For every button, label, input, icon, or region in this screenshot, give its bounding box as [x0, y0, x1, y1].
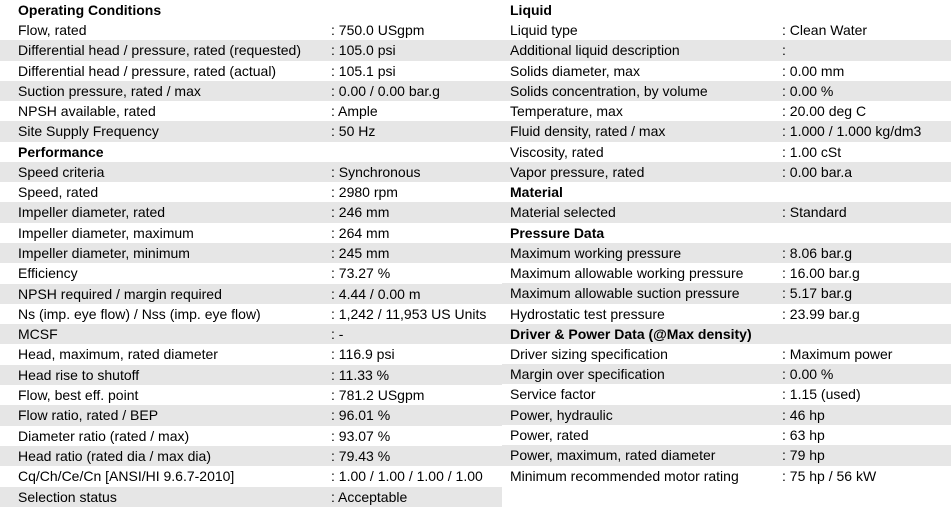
row-value: : 105.1 psi [331, 62, 396, 79]
row-hydrostatic-test-pressure [502, 304, 951, 324]
row-value: : 2980 rpm [331, 184, 398, 201]
row-value: : Synchronous [331, 163, 421, 180]
row-value: : 5.17 bar.g [782, 285, 853, 302]
row-head-ratio [0, 446, 502, 466]
row-label: Power, hydraulic [510, 406, 613, 423]
row-solids-concentration [502, 81, 951, 101]
row-label: Flow ratio, rated / BEP [18, 407, 159, 424]
row-temperature-max [502, 101, 951, 121]
row-material-selected [502, 202, 951, 222]
row-value: : Standard [782, 204, 847, 221]
row-max-working-pressure [502, 243, 951, 263]
row-label: Differential head / pressure, rated (requested) [18, 42, 302, 59]
row-power-max-rated-diameter [502, 445, 951, 465]
row-max-allowable-working-pressure [502, 263, 951, 283]
row-label: Viscosity, rated [510, 143, 604, 160]
row-label: Maximum working pressure [510, 244, 682, 261]
row-label: Speed criteria [18, 163, 105, 180]
row-label: Maximum allowable working pressure [510, 264, 744, 281]
row-value: : 46 hp [782, 406, 825, 423]
row-value: : 116.9 psi [331, 346, 395, 363]
row-value: : Clean Water [782, 22, 868, 38]
row-viscosity [502, 142, 951, 162]
row-label: Maximum allowable suction pressure [510, 285, 740, 302]
row-diff-head-requested [0, 40, 502, 60]
row-label: Power, maximum, rated diameter [510, 447, 716, 464]
row-label: Head ratio (rated dia / max dia) [18, 447, 211, 464]
row-driver-sizing-specification [502, 344, 951, 364]
row-value: : 96.01 % [331, 407, 391, 424]
row-power-rated [502, 425, 951, 445]
row-label: Margin over specification [510, 366, 665, 383]
row-value: : 1.00 cSt [782, 143, 842, 160]
row-value: : 63 hp [782, 427, 825, 444]
row-value: : 0.00 / 0.00 bar.g [331, 82, 440, 99]
row-label: Differential head / pressure, rated (actual) [18, 62, 277, 79]
row-label: Solids concentration, by volume [510, 82, 708, 99]
row-label: Power, rated [510, 427, 589, 444]
section-header-material: Material [510, 184, 563, 201]
row-label: Flow, best eff. point [18, 387, 139, 404]
section-header-performance: Performance [18, 143, 104, 160]
row-correction-factors [0, 466, 502, 486]
row-value: : 0.00 mm [782, 62, 845, 79]
row-value: : 8.06 bar.g [782, 244, 853, 261]
row-value: : - [331, 326, 344, 343]
row-label: Hydrostatic test pressure [510, 305, 665, 322]
section-header-driver-power-data: Driver & Power Data (@Max density) [502, 324, 951, 344]
row-label: Impeller diameter, minimum [18, 244, 190, 261]
row-value: : 4.44 / 0.00 m [331, 285, 421, 302]
row-value: : 23.99 bar.g [782, 305, 860, 322]
row-label: Vapor pressure, rated [510, 164, 645, 181]
section-header-operating-conditions: Operating Conditions [18, 2, 162, 18]
row-label: Head, maximum, rated diameter [18, 346, 218, 363]
row-value: : 264 mm [331, 224, 390, 241]
row-label: Service factor [510, 386, 596, 403]
row-label: MCSF [18, 326, 58, 343]
row-value: : 1.000 / 1.000 kg/dm3 [782, 123, 922, 140]
row-margin-over-specification [502, 364, 951, 384]
row-impeller-diameter-min [0, 243, 502, 263]
row-label: Head rise to shutoff [18, 366, 140, 383]
row-label: Impeller diameter, maximum [18, 224, 194, 241]
row-label: Liquid type [510, 22, 578, 38]
row-max-allowable-suction-pressure [502, 283, 951, 303]
row-label: Site Supply Frequency [18, 123, 159, 140]
row-label: Speed, rated [18, 184, 99, 201]
row-speed-rated [0, 182, 502, 202]
row-diff-head-actual [0, 61, 502, 81]
row-label: Solids diameter, max [510, 62, 640, 79]
row-label: Cq/Ch/Ce/Cn [ANSI/HI 9.6.7-2010] [18, 468, 235, 485]
row-label: Suction pressure, rated / max [18, 82, 201, 99]
row-label: Minimum recommended motor rating [510, 467, 739, 484]
row-value: : 245 mm [331, 244, 390, 261]
row-value: : 1.15 (used) [782, 386, 861, 403]
row-label: Material selected [510, 204, 616, 221]
section-header-pressure-data: Pressure Data [510, 224, 605, 241]
row-solids-diameter [502, 61, 951, 81]
row-impeller-diameter-max [0, 223, 502, 243]
row-label: Additional liquid description [510, 42, 680, 59]
row-service-factor [502, 384, 951, 404]
row-label: NPSH available, rated [18, 103, 156, 120]
row-label: Selection status [18, 488, 117, 505]
row-npsh-required [0, 284, 502, 304]
row-label: Efficiency [18, 265, 78, 282]
section-header-liquid: Liquid [510, 2, 552, 18]
row-label: Ns (imp. eye flow) / Nss (imp. eye flow) [18, 305, 261, 322]
row-head-rise-to-shutoff [0, 365, 502, 385]
row-value: : 1,242 / 11,953 US Units [331, 305, 487, 322]
row-value: : 93.07 % [331, 427, 391, 444]
row-label: Diameter ratio (rated / max) [18, 427, 190, 444]
row-label: Temperature, max [510, 103, 623, 120]
row-value: : [782, 42, 786, 59]
row-efficiency [0, 263, 502, 283]
row-label: Fluid density, rated / max [510, 123, 666, 140]
row-value: : 105.0 psi [331, 42, 396, 59]
row-min-recommended-motor-rating [502, 466, 951, 486]
row-value: : Acceptable [331, 488, 408, 505]
row-power-hydraulic [502, 405, 951, 425]
row-value: : 781.2 USgpm [331, 387, 425, 404]
row-label: Driver sizing specification [510, 345, 668, 362]
row-value: : 11.33 % [331, 366, 390, 383]
row-vapor-pressure [502, 162, 951, 182]
row-additional-liquid-description [502, 40, 951, 60]
row-ns-nss [0, 304, 502, 324]
row-mcsf [0, 324, 502, 344]
row-flow-ratio [0, 405, 502, 425]
row-value: : 0.00 bar.a [782, 164, 853, 181]
row-value: : 50 Hz [331, 123, 376, 140]
row-value: : Ample [331, 103, 378, 120]
right-column [502, 0, 951, 486]
row-value: : 1.00 / 1.00 / 1.00 / 1.00 [331, 468, 483, 485]
row-site-supply-frequency [0, 121, 502, 141]
row-value: : Maximum power [782, 345, 893, 362]
row-value: : 75 hp / 56 kW [782, 467, 877, 484]
row-npsh-available [0, 101, 502, 121]
row-value: : 0.00 % [782, 82, 834, 99]
row-flow-best-eff-point [0, 385, 502, 405]
row-speed-criteria [0, 162, 502, 182]
row-liquid-type [502, 20, 951, 40]
row-impeller-diameter-rated [0, 202, 502, 222]
row-value: : 16.00 bar.g [782, 264, 860, 281]
row-value: : 20.00 deg C [782, 103, 867, 120]
row-suction-pressure [0, 81, 502, 101]
row-flow-rated [0, 20, 502, 40]
row-value: : 0.00 % [782, 366, 834, 383]
row-value: : 246 mm [331, 204, 390, 221]
row-label: NPSH required / margin required [18, 285, 222, 302]
row-head-max-rated-diameter [0, 344, 502, 364]
row-label: Impeller diameter, rated [18, 204, 166, 221]
row-value: : 79.43 % [331, 447, 391, 464]
row-value: : 79 hp [782, 447, 825, 464]
row-diameter-ratio [0, 426, 502, 446]
row-label: Flow, rated [18, 22, 87, 38]
row-value: : 73.27 % [331, 265, 391, 282]
row-value: : 750.0 USgpm [331, 22, 425, 38]
row-fluid-density [502, 121, 951, 141]
row-selection-status [0, 487, 502, 507]
